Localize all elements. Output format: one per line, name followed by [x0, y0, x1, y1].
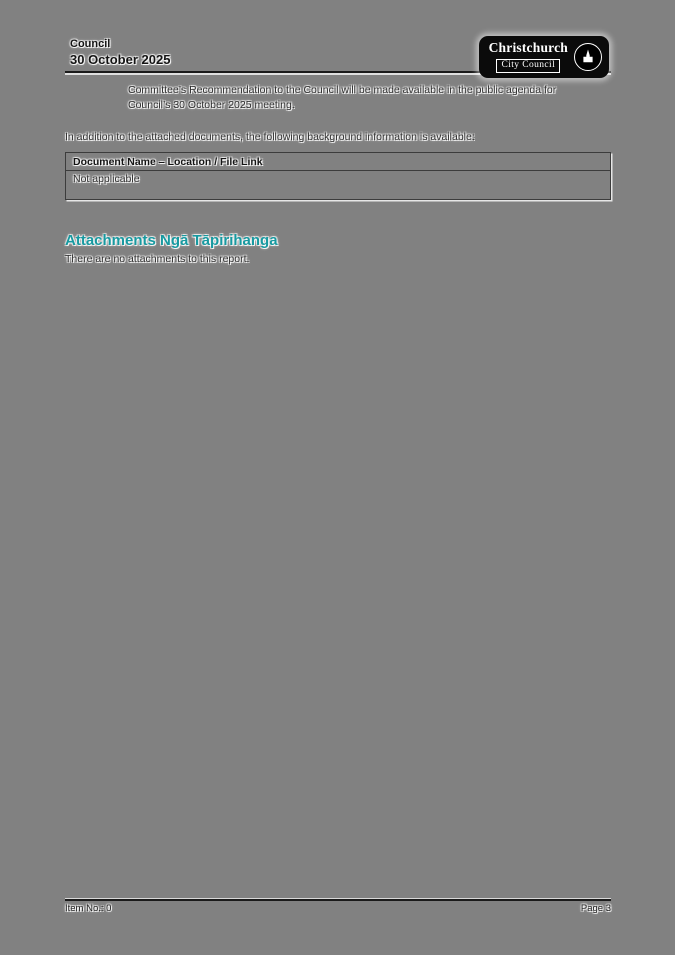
- table-header-row: [66, 153, 611, 171]
- logo-wordmark-line1: Christchurch: [488, 40, 568, 55]
- header-title: Council: [70, 38, 111, 50]
- page-header: [65, 38, 611, 73]
- attachments-note: There are no attachments to this report.: [65, 253, 250, 265]
- footer-item-number: Item No.: 0: [65, 902, 112, 914]
- background-info-table: [65, 152, 611, 200]
- table-cell-not-applicable: Not applicable: [66, 171, 611, 200]
- attachments-heading: Attachments Ngā Tāpirihanga: [65, 232, 278, 249]
- logo-text: [489, 41, 568, 73]
- page-footer: [65, 899, 611, 914]
- logo-roundel: [574, 43, 602, 71]
- header-date: 30 October 2025: [70, 52, 171, 67]
- table-row: [66, 171, 611, 200]
- table-header-document-name: Document Name – Location / File Link: [66, 153, 611, 171]
- logo-wordmark-line2: City Council: [496, 59, 560, 73]
- christchurch-city-council-logo: [479, 36, 609, 78]
- footer-page-number: Page 3: [580, 902, 611, 914]
- cathedral-icon: [580, 49, 596, 65]
- committee-recommendation-note: Committee’s Recommendation to the Council will be made available in the public agenda for Council’s 30 October 2025 meeting.: [128, 84, 557, 111]
- footer-rule: [65, 899, 611, 901]
- background-info-intro: In addition to the attached documents, the following background information is available:: [65, 131, 475, 143]
